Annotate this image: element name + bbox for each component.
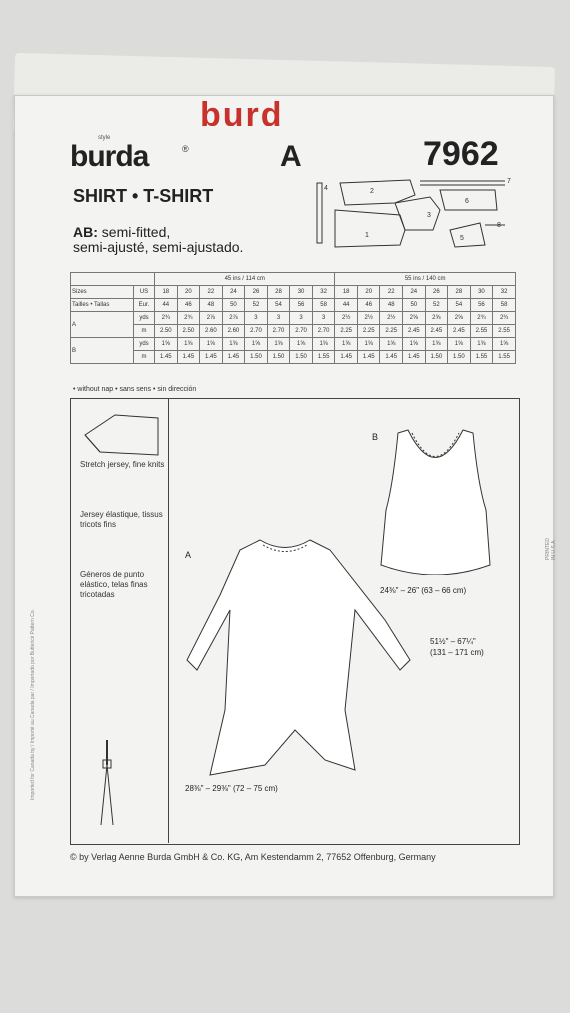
view-b-m-cell: 1.45 — [335, 351, 358, 364]
frame-divider — [168, 398, 169, 843]
brand-style-text: style — [98, 135, 111, 141]
size-yardage-table — [70, 272, 516, 364]
us-size-cell: 32 — [312, 286, 335, 299]
view-b-m-cell: 1.45 — [200, 351, 223, 364]
view-b-m-cell: 1.50 — [448, 351, 471, 364]
view-a-yds-cell: 2¾ — [155, 312, 178, 325]
view-b-yds-cell: 1⅝ — [245, 338, 268, 351]
view-a-m-cell: 2.70 — [267, 325, 290, 338]
piece-number-7: 7 — [507, 178, 511, 185]
eur-size-cell: 54 — [267, 299, 290, 312]
view-a-m-cell: 2.45 — [425, 325, 448, 338]
view-b-yds-cell: 1⅝ — [380, 338, 403, 351]
eur-size-cell: 52 — [425, 299, 448, 312]
eur-size-cell: 54 — [448, 299, 471, 312]
piece-number-5: 5 — [460, 235, 464, 242]
tailles-label: Tailles • Tallas — [71, 299, 134, 312]
view-b-yds-cell: 1⅝ — [312, 338, 335, 351]
view-a-yds-cell: 3 — [267, 312, 290, 325]
eur-size-cell: 58 — [493, 299, 516, 312]
fit-label: AB: — [73, 224, 98, 240]
m-unit: m — [134, 325, 155, 338]
us-size-cell: 18 — [335, 286, 358, 299]
view-b-yds-cell: 1⅝ — [267, 338, 290, 351]
view-a-yds-row — [71, 312, 516, 325]
view-b-label: B — [372, 432, 379, 442]
view-b-m-cell: 1.55 — [493, 351, 516, 364]
view-a-yds-cell: 2½ — [335, 312, 358, 325]
view-b-hip: 51½" – 67¼" — [430, 637, 476, 646]
us-size-cell: 22 — [380, 286, 403, 299]
view-b-yds-cell: 1⅝ — [493, 338, 516, 351]
notions-zipper-icon — [97, 735, 117, 830]
piece-number-4: 4 — [324, 185, 328, 192]
view-b-yds-cell: 1⅝ — [155, 338, 178, 351]
fit-line2: semi-ajusté, semi-ajustado. — [73, 239, 244, 255]
view-b-length: 24⅜" – 26" (63 – 66 cm) — [380, 586, 467, 595]
view-b-m-cell: 1.50 — [290, 351, 313, 364]
piece-number-8: 8 — [497, 222, 501, 229]
eur-size-cell: 56 — [470, 299, 493, 312]
view-letter: A — [280, 140, 302, 173]
fabric-en: Stretch jersey, fine knits — [80, 460, 165, 469]
fabric-swatch-icon — [80, 410, 165, 460]
us-size-cell: 24 — [403, 286, 426, 299]
view-b-yds-cell: 1⅝ — [177, 338, 200, 351]
yds-unit-b: yds — [134, 338, 155, 351]
view-a-length: 28⅜" – 29⅜" (72 – 75 cm) — [185, 784, 278, 793]
import-side-text: Imported for Canada by / Importé au Canada par / Importado por Butterick Pattern Co. — [30, 609, 36, 800]
eur-size-cell: 50 — [222, 299, 245, 312]
printed-in-text: PRINTED IN U.S.A. — [545, 538, 557, 560]
view-a-m-cell: 2.60 — [222, 325, 245, 338]
view-b-m-cell: 1.45 — [357, 351, 380, 364]
us-size-cell: 18 — [155, 286, 178, 299]
view-a-m-cell: 2.50 — [155, 325, 178, 338]
us-size-cell: 26 — [245, 286, 268, 299]
view-a-yds-cell: 2½ — [380, 312, 403, 325]
view-a-m-cell: 2.70 — [312, 325, 335, 338]
view-a-yds-cell: 2½ — [357, 312, 380, 325]
view-a-m-cell: 2.55 — [470, 325, 493, 338]
fabric-fr: Jersey élastique, tissus tricots fins — [80, 510, 163, 529]
view-b-m-cell: 1.50 — [267, 351, 290, 364]
us-size-row — [71, 286, 516, 299]
view-b-yds-cell: 1⅝ — [200, 338, 223, 351]
pattern-number: 7962 — [423, 135, 499, 173]
view-b-m-cell: 1.45 — [155, 351, 178, 364]
view-a-yds-cell: 3 — [290, 312, 313, 325]
fabric-suggestions — [80, 460, 165, 600]
view-b-yds-cell: 1⅝ — [425, 338, 448, 351]
eur-size-cell: 52 — [245, 299, 268, 312]
view-a-m-cell: 2.25 — [357, 325, 380, 338]
view-b-m-cell: 1.50 — [245, 351, 268, 364]
copyright-line: © by Verlag Aenne Burda GmbH & Co. KG, Am Kestendamm 2, 77652 Offenburg, Germany — [70, 852, 436, 862]
view-a-m-cell: 2.45 — [403, 325, 426, 338]
us-size-cell: 30 — [290, 286, 313, 299]
eur-size-row — [71, 299, 516, 312]
eur-size-cell: 46 — [357, 299, 380, 312]
view-b-yds-cell: 1⅝ — [357, 338, 380, 351]
piece-number-2: 2 — [370, 188, 374, 195]
piece-number-3: 3 — [427, 212, 431, 219]
eur-size-cell: 46 — [177, 299, 200, 312]
us-size-cell: 30 — [470, 286, 493, 299]
eur-size-cell: 44 — [155, 299, 178, 312]
view-b-hip-cm: (131 – 171 cm) — [430, 648, 484, 657]
eur-size-cell: 56 — [290, 299, 313, 312]
yds-unit: yds — [134, 312, 155, 325]
fabric-es: Géneros de punto elástico, telas finas tricotadas — [80, 570, 148, 599]
view-a-m-cell: 2.50 — [177, 325, 200, 338]
view-a-yds-cell: 3 — [312, 312, 335, 325]
eur-size-cell: 44 — [335, 299, 358, 312]
eur-label: Eur. — [134, 299, 155, 312]
view-a-m-cell: 2.25 — [380, 325, 403, 338]
view-a-yds-cell: 2¾ — [470, 312, 493, 325]
view-a-yds-cell: 3 — [245, 312, 268, 325]
view-a-m-cell: 2.55 — [493, 325, 516, 338]
piece-number-1: 1 — [365, 232, 369, 239]
nap-note: • without nap • sans sens • sin dirección — [73, 386, 197, 393]
view-a-m-row — [71, 325, 516, 338]
us-size-cell: 22 — [200, 286, 223, 299]
us-label: US — [134, 286, 155, 299]
view-b-yds-row — [71, 338, 516, 351]
us-size-cell: 24 — [222, 286, 245, 299]
eur-size-cell: 48 — [200, 299, 223, 312]
view-a-yds-cell: 2⅝ — [448, 312, 471, 325]
m-unit-b: m — [134, 351, 155, 364]
view-b-row-label: B — [71, 338, 134, 364]
view-b-m-cell: 1.45 — [380, 351, 403, 364]
sizes-label: Sizes — [71, 286, 134, 299]
fabric-width-45: 45 ins / 114 cm — [155, 273, 335, 286]
us-size-cell: 32 — [493, 286, 516, 299]
view-b-m-cell: 1.45 — [177, 351, 200, 364]
us-size-cell: 28 — [267, 286, 290, 299]
view-b-yds-cell: 1⅝ — [470, 338, 493, 351]
piece-number-6: 6 — [465, 198, 469, 205]
view-a-yds-cell: 2⅞ — [200, 312, 223, 325]
view-a-m-cell: 2.25 — [335, 325, 358, 338]
eur-size-cell: 58 — [312, 299, 335, 312]
view-a-m-cell: 2.60 — [200, 325, 223, 338]
view-b-m-cell: 1.55 — [312, 351, 335, 364]
brand-logo: burda — [70, 140, 149, 173]
view-b-tank-drawing — [378, 425, 493, 575]
view-a-yds-cell: 2¾ — [493, 312, 516, 325]
view-a-m-cell: 2.70 — [245, 325, 268, 338]
eur-size-cell: 48 — [380, 299, 403, 312]
fabric-width-55: 55 ins / 140 cm — [335, 273, 516, 286]
view-b-yds-cell: 1⅝ — [290, 338, 313, 351]
us-size-cell: 20 — [357, 286, 380, 299]
view-b-yds-cell: 1⅝ — [222, 338, 245, 351]
view-b-yds-cell: 1⅝ — [448, 338, 471, 351]
view-b-yds-cell: 1⅝ — [335, 338, 358, 351]
us-size-cell: 26 — [425, 286, 448, 299]
view-a-yds-cell: 2⅞ — [222, 312, 245, 325]
us-size-cell: 28 — [448, 286, 471, 299]
pattern-title: SHIRT • T-SHIRT — [73, 186, 214, 206]
view-a-yds-cell: 2¾ — [177, 312, 200, 325]
fit-description — [73, 225, 243, 255]
fit-line1: semi-fitted, — [97, 224, 171, 240]
eur-size-cell: 50 — [403, 299, 426, 312]
view-a-label: A — [185, 550, 192, 560]
view-b-m-cell: 1.50 — [425, 351, 448, 364]
red-brand-partial: burd — [200, 96, 284, 126]
view-a-m-cell: 2.45 — [448, 325, 471, 338]
pattern-pieces-diagram — [315, 175, 515, 265]
view-b-m-cell: 1.55 — [470, 351, 493, 364]
view-b-m-cell: 1.45 — [403, 351, 426, 364]
us-size-cell: 20 — [177, 286, 200, 299]
view-b-m-row — [71, 351, 516, 364]
view-a-row-label: A — [71, 312, 134, 338]
view-a-m-cell: 2.70 — [290, 325, 313, 338]
view-b-m-cell: 1.45 — [222, 351, 245, 364]
view-b-yds-cell: 1⅝ — [403, 338, 426, 351]
view-a-yds-cell: 2⅝ — [425, 312, 448, 325]
registered-mark: ® — [182, 144, 189, 154]
view-a-yds-cell: 2⅝ — [403, 312, 426, 325]
